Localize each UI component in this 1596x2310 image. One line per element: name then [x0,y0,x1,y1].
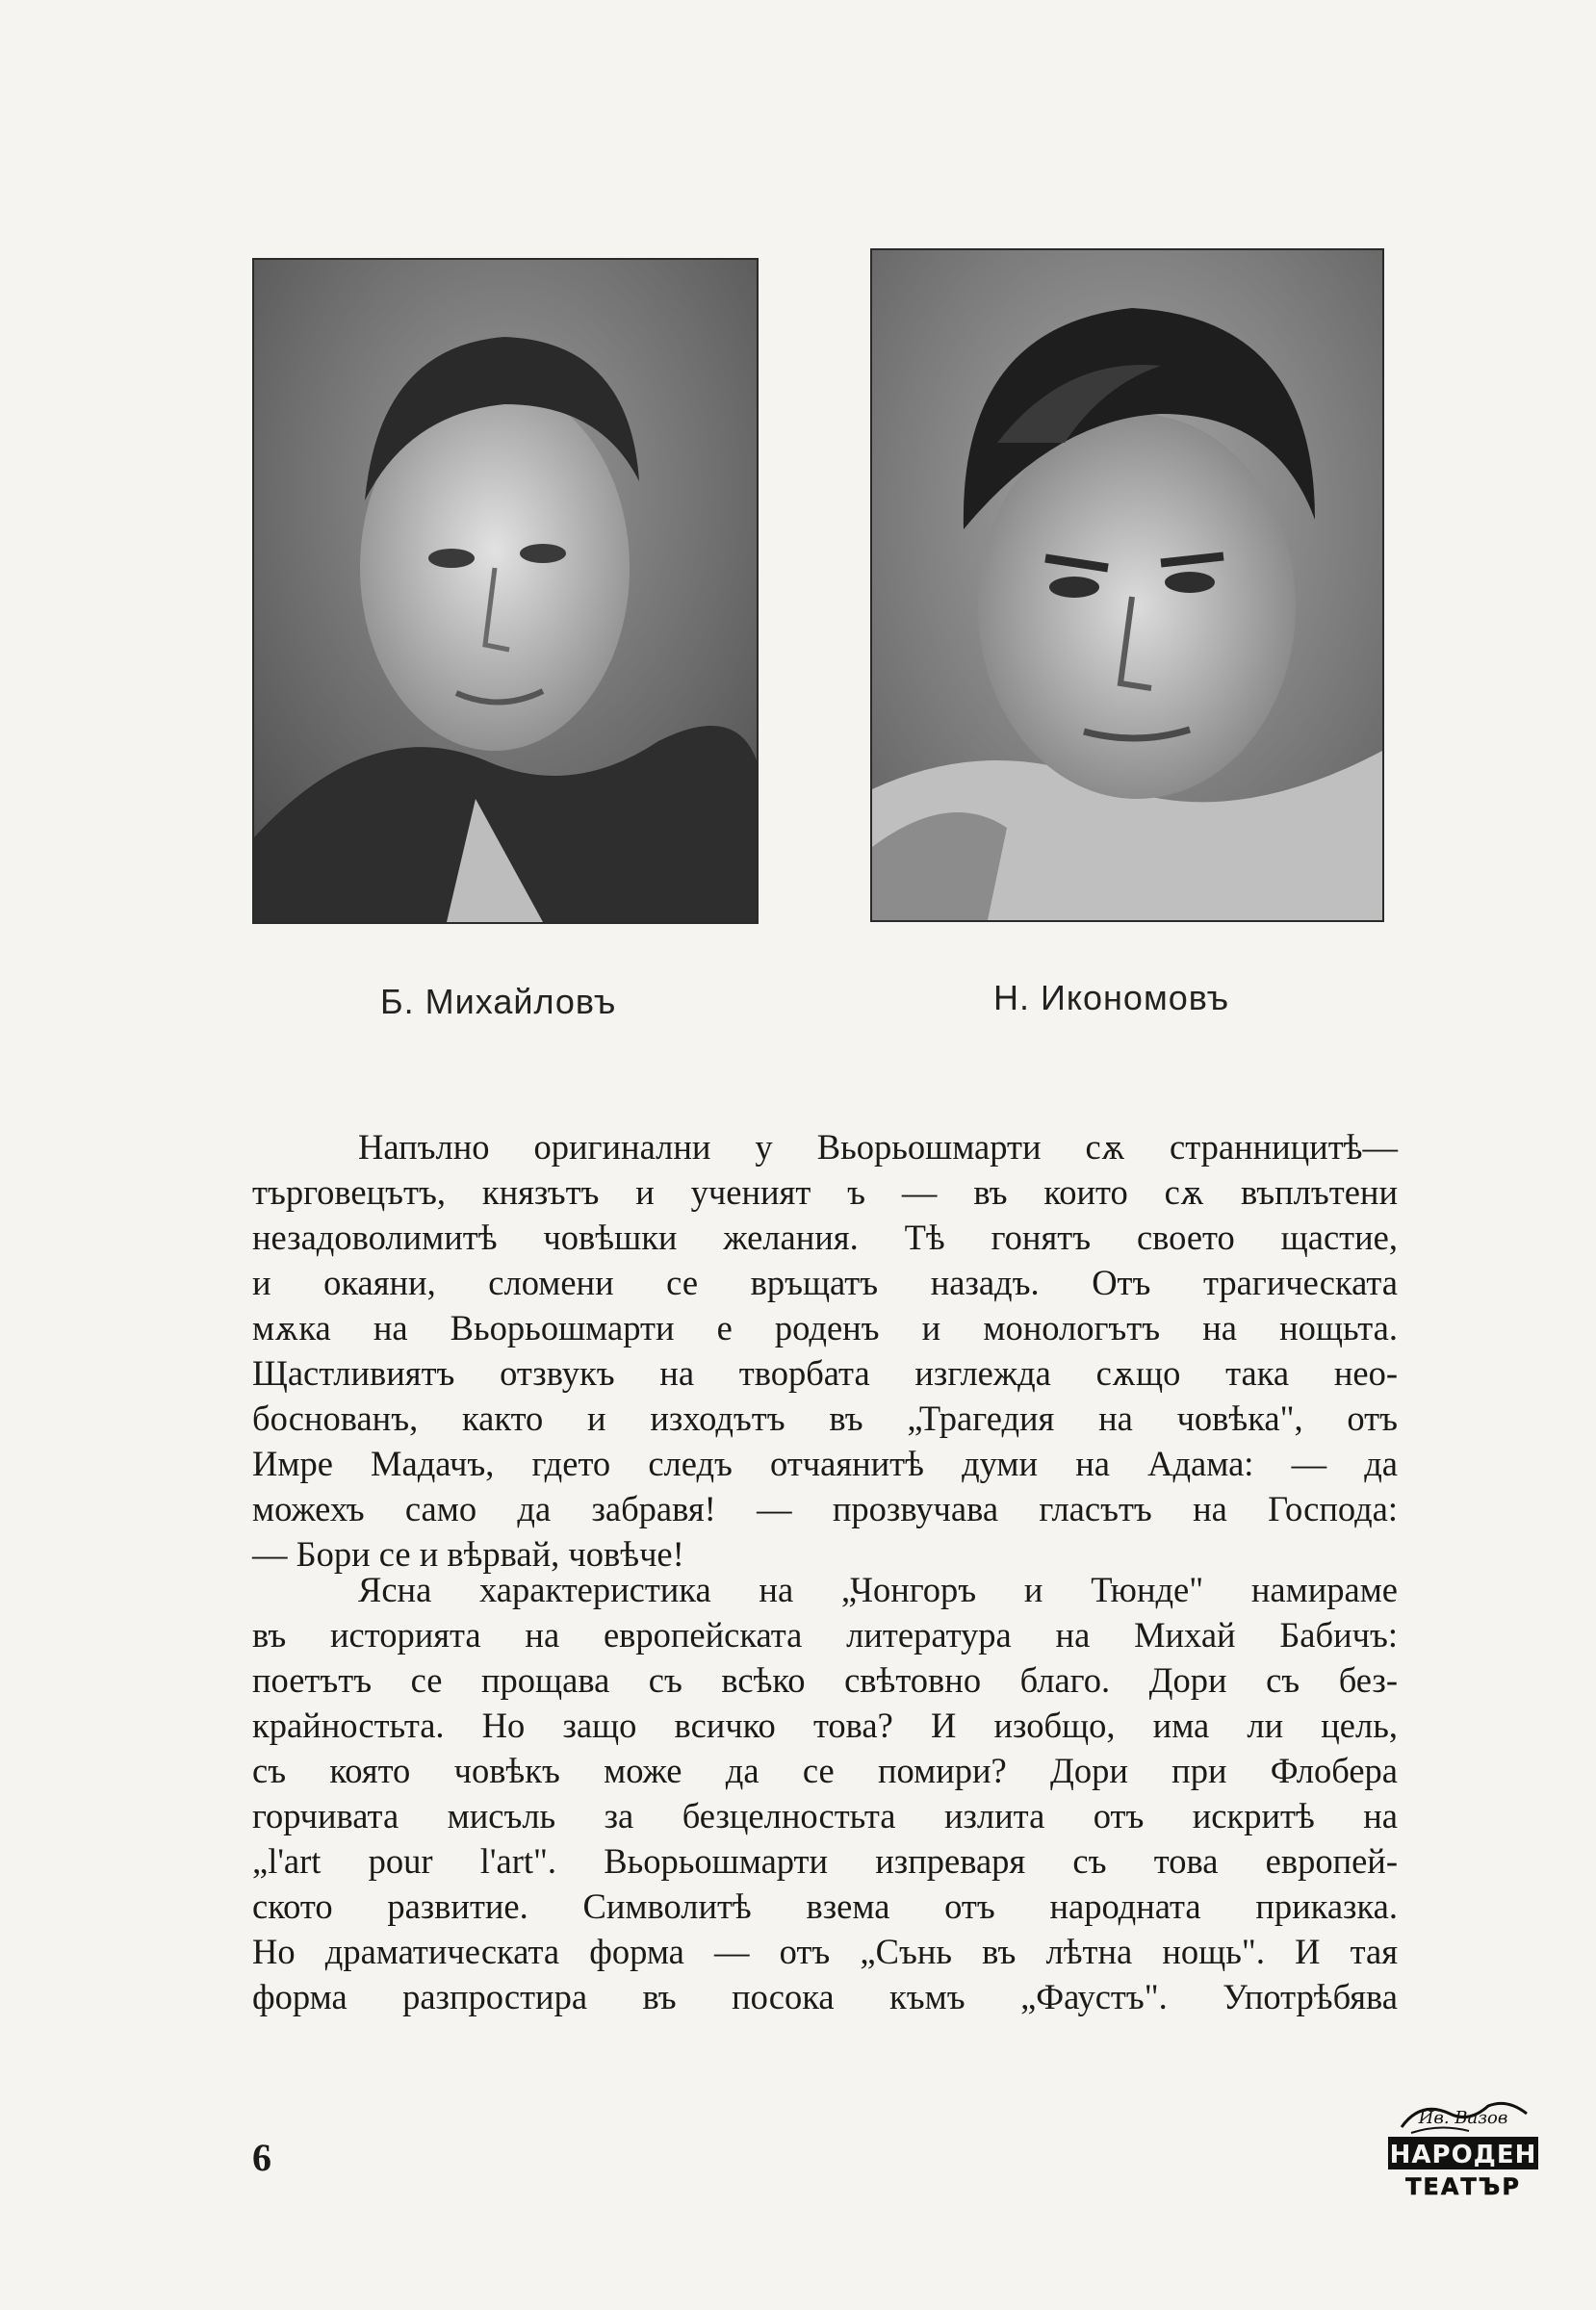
svg-text:ТЕАТЪР: ТЕАТЪР [1405,2173,1521,2200]
text-line: поетътъ се прощава съ всѣко свѣтовно благо. Дори съ без- [252,1660,1398,1700]
text-line: Щастливиятъ отзвукъ на творбата изглежда сѫщо така нео- [252,1353,1398,1393]
text-line: Но драматическата форма — отъ „Сънь въ лѣтна нощь". И тая [252,1932,1398,1971]
text-line: и окаяни, сломени се връщатъ назадъ. Отъ трагическата [252,1263,1398,1302]
text-line: Имре Мадачъ, гдето следъ отчаянитѣ думи на Адама: — да [252,1444,1398,1483]
text-line: търговецътъ, князътъ и ученият ъ — въ които сѫ въплътени [252,1172,1398,1212]
theatre-stamp-logo [1382,2094,1544,2206]
text-line: форма разпростира въ посока къмъ „Фаустъ". Употрѣбява [252,1977,1398,2016]
paragraph-2 [252,1567,1398,2019]
portrait-photo-right [870,248,1384,922]
text-line: Ясна характеристика на „Чонгоръ и Тюнде" намираме [358,1570,1398,1609]
text-line: ското развитие. Символитѣ взема отъ народната приказка. [252,1886,1398,1926]
portrait-photo-left [252,258,759,924]
text-line: горчивата мисъль за безцелностьта излита отъ искритѣ на [252,1796,1398,1835]
text-line: мѫка на Вьорьошмарти е роденъ и монологътъ на нощьта. [252,1308,1398,1348]
caption-right: Н. Икономовъ [993,978,1230,1017]
text-line: можехъ само да забравя! — прозвучава гласътъ на Господа: [252,1489,1398,1528]
text-line: съ която човѣкъ може да се помири? Дори при Флобера [252,1751,1398,1790]
caption-left: Б. Михайловъ [380,982,617,1021]
text-line: — Бори се и вѣрвай, човѣче! [252,1534,684,1574]
text-line: незадоволимитѣ човѣшки желания. Тѣ гонятъ своето щастие, [252,1218,1398,1257]
text-line: боснованъ, както и изходътъ въ „Трагедия на човѣка", отъ [252,1399,1398,1438]
text-line: Напълно оригинални у Вьорьошмарти сѫ странницитѣ— [358,1127,1398,1167]
svg-text:НАРОДЕН: НАРОДЕН [1389,2141,1537,2169]
portrait-image-right [872,250,1382,920]
text-line: крайностьта. Но защо всичко това? И изобщо, има ли цель, [252,1706,1398,1745]
svg-text:Ив. Вазов: Ив. Вазов [1418,2108,1508,2128]
text-line: въ историята на европейската литература на Михай Бабичъ: [252,1615,1398,1655]
portrait-image-left [254,260,757,922]
page-number: 6 [252,2136,271,2179]
text-line: „l'art pour l'art". Вьорьошмарти изпреваря съ това европей- [252,1841,1398,1881]
paragraph-1 [252,1124,1398,1577]
